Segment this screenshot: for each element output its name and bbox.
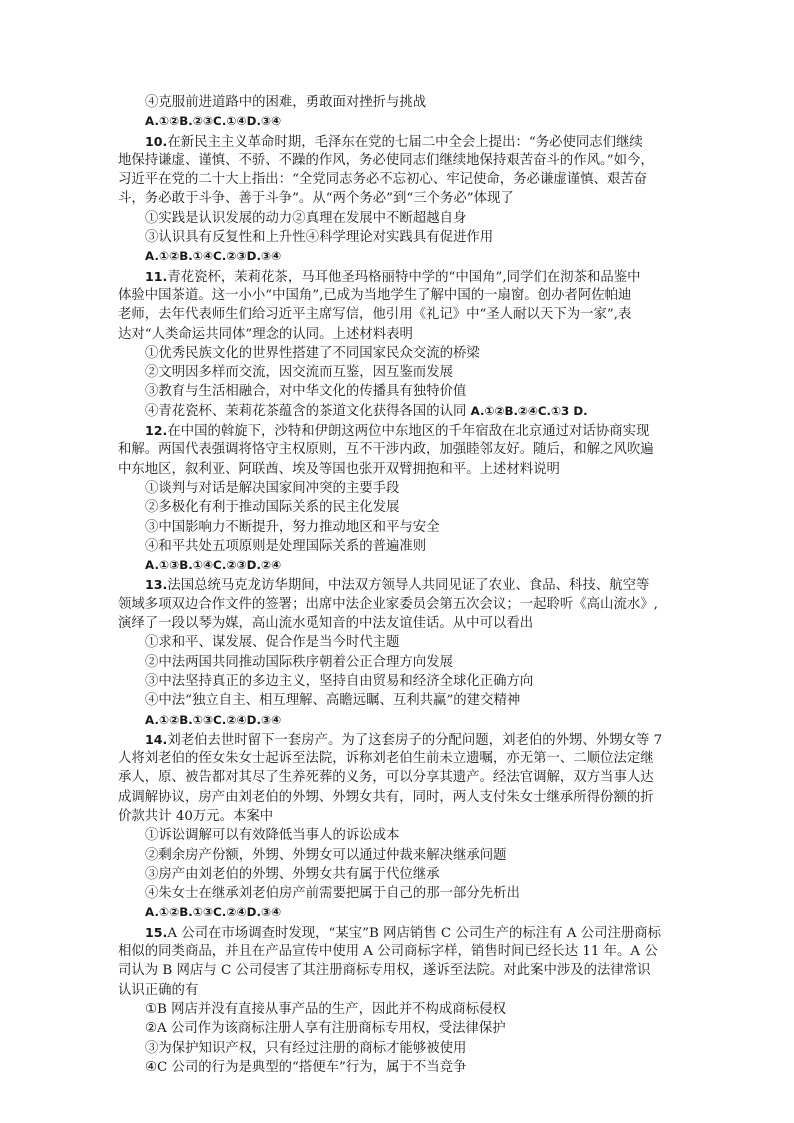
question-14 (118, 730, 684, 923)
question-stem-line: 承人，原、被告都对其尽了生养死葬的义务，可以分享其遗产。经法官调解，双方当事人达 (118, 770, 654, 786)
option-line: ④青花瓷杯、茉莉花茶蕴含的茶道文化获得各国的认同 A.①②B.②④C.①3 D. (145, 403, 588, 419)
option-line: ①谈判与对话是解决国家间冲突的主要手段 (145, 480, 400, 496)
option-line: ③中国影响力不断提升，努力推动地区和平与安全 (145, 519, 440, 535)
question-10 (118, 132, 684, 267)
option-line: ③教育与生活相融合，对中华文化的传播具有独特价值 (145, 384, 467, 400)
question-stem-line: 价款共计 40万元。本案中 (118, 808, 274, 824)
question-stem-line: 达对“人类命运共同体”理念的认同。上述材料表明 (118, 326, 413, 342)
question-number: 10. (145, 133, 168, 149)
option-line: ④C 公司的行为是典型的“搭便车”行为，属于不当竞争 (145, 1059, 467, 1075)
question-stem-line: 演绎了一段以琴为媒，高山流水觅知音的中法友谊佳话。从中可以看出 (118, 616, 534, 632)
question-stem-line: 相似的同类商品，并且在产品宣传中使用 A 公司商标字样，销售时间已经长达 11 年。A 公 (118, 944, 658, 960)
question-stem-line: 成调解协议，房产由刘老伯的外甥、外甥女共有，同时，两人支付朱女士继承所得份额的折 (118, 789, 654, 805)
question-stem-line: 10.在新民主主义革命时期，毛泽东在党的七届二中全会上提出：“务必使同志们继续 (145, 133, 643, 150)
option-line: ③为保护知识产权，只有经过注册的商标才能够被使用 (145, 1040, 467, 1056)
question-number: 15. (145, 924, 168, 940)
question-stem-line: 和解。两国代表强调将恪守主权原则，互不干涉内政，加强睦邻友好。随后，和解之风吹遍 (118, 442, 654, 458)
option-line: ①求和平、谋发展、促合作是当今时代主题 (145, 635, 400, 651)
question-stem-line: 领域多项双边合作文件的签署；出席中法企业家委员会第五次会议；一起聆听《高山流水》, (118, 596, 658, 612)
question-15 (118, 923, 684, 1077)
option-line: ②多极化有利于推动国际关系的民主化发展 (145, 500, 400, 516)
answer-choices: A.①②B.②④C.①3 D. (470, 403, 588, 418)
option-line: ①优秀民族文化的世界性搭建了不同国家民众交流的桥梁 (145, 345, 480, 361)
question-stem-line: 15.A 公司在市场调查时发现，“某宝”B 网店销售 C 公司生产的标注有 A 公司注册商标 (145, 924, 662, 941)
option-line: ③中法坚持真正的多边主义，坚持自由贸易和经济全球化正确方向 (145, 673, 534, 689)
option-line: ④朱女士在继承刘老伯房产前需要把属于自己的那一部分先析出 (145, 886, 520, 902)
answer-choices: A.①②B.①④C.②③D.③④ (145, 249, 282, 264)
question-number: 11. (145, 268, 168, 284)
question-stem-line: 11.青花瓷杯，茉莉花茶，马耳他圣玛格丽特中学的“中国角”,同学们在沏茶和品鉴中 (145, 268, 641, 285)
option-line: ①诉讼调解可以有效降低当事人的诉讼成本 (145, 828, 400, 844)
question-stem-line: 12.在中国的斡旋下，沙特和伊朗这两位中东地区的千年宿敌在北京通过对话协商实现 (145, 423, 650, 440)
option-line: ②A 公司作为该商标注册人享有注册商标专用权，受法律保护 (145, 1021, 506, 1037)
question-stem-line: 地保持谦虚、谨慎、不骄、不躁的作风，务必使同志们继续地保持艰苦奋斗的作风。”如今， (118, 152, 654, 168)
option-line: ①实践是认识发展的动力②真理在发展中不断超越自身 (145, 210, 467, 226)
exam-page (118, 93, 684, 1077)
option-line: ③房产由刘老伯的外甥、外甥女共有属于代位继承 (145, 866, 440, 882)
option-line: ③认识具有反复性和上升性④科学理论对实践具有促进作用 (145, 230, 494, 246)
option-line: ④和平共处五项原则是处理国际关系的普遍准则 (145, 538, 427, 554)
option-line: ④中法“独立自主、相互理解、高瞻远瞩、互利共赢”的建交精神 (145, 693, 521, 709)
question-13 (118, 575, 684, 729)
question-12 (118, 421, 684, 575)
question-11 (118, 267, 684, 421)
option-line: ④克服前进道路中的困难，勇敢面对挫折与挑战 (145, 95, 427, 110)
question-stem-line: 认识正确的有 (118, 982, 199, 998)
question-stem-line: 14.刘老伯去世时留下一套房产。为了这套房子的分配问题，刘老伯的外甥、外甥女等 7 (145, 731, 663, 748)
question-stem-line: 人将刘老伯的侄女朱女士起诉至法院，诉称刘老伯生前未立遗嘱，亦无第一、二顺位法定继 (118, 751, 654, 767)
option-line: ①B 网店并没有直接从事产品的生产，因此并不构成商标侵权 (145, 1001, 506, 1017)
question-stem-line: 老师，去年代表师生们给习近平主席写信，他引用《礼记》中“圣人耐以天下为一家”,表 (118, 307, 632, 323)
question-number: 14. (145, 731, 168, 747)
answer-choices: A.①②B.①③C.②④D.③④ (145, 905, 282, 920)
option-line: ②文明因多样而交流，因交流而互鉴，因互鉴而发展 (145, 365, 453, 381)
question-stem-line: 司认为 B 网店与 C 公司侵害了其注册商标专用权，遂诉至法院。对此案中涉及的法律常识 (118, 963, 651, 979)
answer-choices: A.①③B.①④C.②③D.②④ (145, 558, 282, 573)
question-number: 13. (145, 577, 168, 593)
option-line: ②中法两国共同推动国际秩序朝着公正合理方向发展 (145, 654, 453, 670)
question-number: 12. (145, 423, 168, 439)
answer-choices: A.①②B.①③C.②④D.③④ (145, 712, 282, 727)
option-line: ②剩余房产份额，外甥、外甥女可以通过仲裁来解决继承问题 (145, 847, 507, 863)
question-stem-line: 13.法国总统马克龙访华期间，中法双方领导人共同见证了农业、食品、科技、航空等 (145, 577, 650, 594)
question-stem-line: 中东地区，叙利亚、阿联酋、埃及等国也张开双臂拥抱和平。上述材料说明 (118, 461, 560, 477)
answer-choices: A.①②B.②③C.①④D.③④ (145, 114, 282, 129)
question-stem-line: 斗，务必敢于斗争、善于斗争”。从“两个务必”到“三个务必”体现了 (118, 191, 514, 207)
question-stem-line: 体验中国茶道。这一小小“中国角”,已成为当地学生了解中国的一扇窗。创办者阿佐帕迪 (118, 287, 632, 303)
question-stem-line: 习近平在党的二十大上指出：“全党同志务必不忘初心、牢记使命，务必谦虚谨慎、艰苦奋 (118, 172, 648, 188)
